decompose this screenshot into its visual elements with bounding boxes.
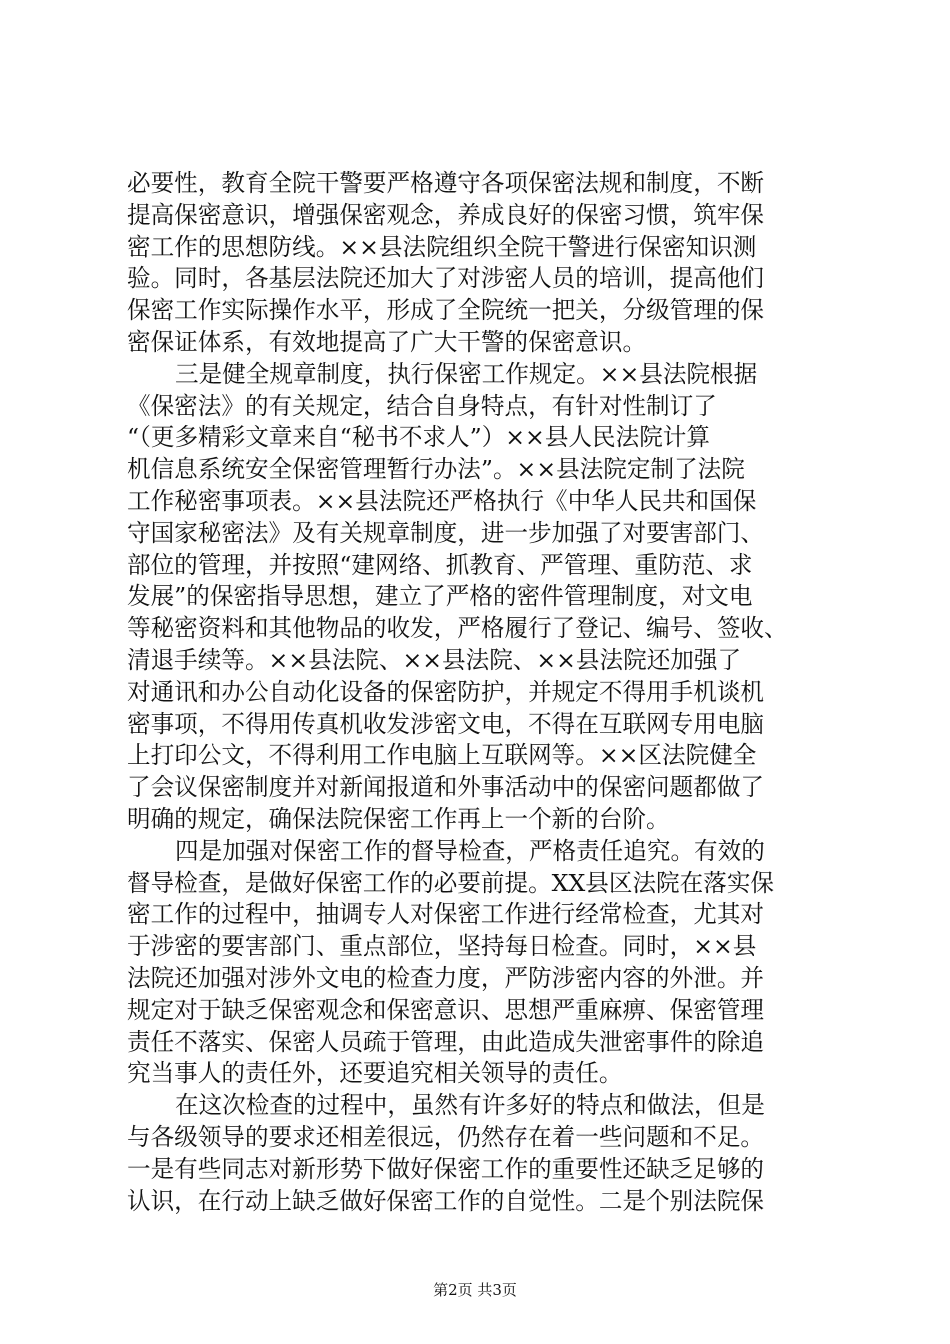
text-line: 等秘密资料和其他物品的收发，严格履行了登记、编号、签收、 — [127, 614, 788, 643]
text-line: 上打印公文，不得利用工作电脑上互联网等。××区法院健全 — [127, 741, 757, 770]
text-line: 验。同时，各基层法院还加大了对涉密人员的培训，提高他们 — [127, 264, 765, 293]
text-line: 三是健全规章制度，执行保密工作规定。××县法院根据 — [175, 359, 758, 388]
text-line: 密事项，不得用传真机收发涉密文电，不得在互联网专用电脑 — [127, 709, 765, 738]
text-line: 督导检查，是做好保密工作的必要前提。XX县区法院在落实保 — [127, 868, 775, 897]
text-line: 密工作的思想防线。××县法院组织全院干警进行保密知识测 — [127, 232, 757, 261]
paragraph — [127, 836, 827, 1090]
text-line: “（更多精彩文章来自“秘书不求人”）××县人民法院计算 — [127, 423, 710, 452]
text-line: 《保密法》的有关规定，结合自身特点，有针对性制订了 — [127, 391, 717, 420]
text-line: 密工作的过程中，抽调专人对保密工作进行经常检查，尤其对 — [127, 900, 765, 929]
paragraph — [127, 359, 827, 836]
text-line: 必要性，教育全院干警要严格遵守各项保密法规和制度，不断 — [127, 169, 765, 197]
text-line: 工作秘密事项表。××县法院还严格执行《中华人民共和国保 — [127, 486, 757, 515]
text-line: 规定对于缺乏保密观念和保密意识、思想严重麻痹、保密管理 — [127, 995, 765, 1024]
text-line: 究当事人的责任外，还要追究相关领导的责任。 — [127, 1059, 623, 1088]
text-line: 在这次检查的过程中，虽然有许多好的特点和做法，但是 — [175, 1091, 765, 1120]
text-line: 一是有些同志对新形势下做好保密工作的重要性还缺乏足够的 — [127, 1154, 765, 1183]
paragraph — [127, 1090, 827, 1217]
text-line: 守国家秘密法》及有关规章制度，进一步加强了对要害部门、 — [127, 518, 765, 547]
text-line: 密保证体系，有效地提高了广大干警的保密意识。 — [127, 327, 647, 356]
text-line: 清退手续等。××县法院、××县法院、××县法院还加强了 — [127, 645, 742, 674]
text-line: 于涉密的要害部门、重点部位，坚持每日检查。同时，××县 — [127, 932, 757, 961]
paragraph — [127, 168, 827, 359]
text-line: 发展”的保密指导思想，建立了严格的密件管理制度，对文电 — [127, 582, 753, 611]
text-line: 机信息系统安全保密管理暂行办法”。××县法院定制了法院 — [127, 455, 745, 484]
text-line: 保密工作实际操作水平，形成了全院统一把关，分级管理的保 — [127, 296, 765, 325]
text-line: 了会议保密制度并对新闻报道和外事活动中的保密问题都做了 — [127, 773, 765, 802]
text-line: 责任不落实、保密人员疏于管理，由此造成失泄密事件的除追 — [127, 1027, 765, 1056]
page-footer: 第2页 共3页 — [433, 1281, 517, 1299]
text-line: 认识，在行动上缺乏做好保密工作的自觉性。二是个别法院保 — [127, 1186, 765, 1215]
text-line: 法院还加强对涉外文电的检查力度，严防涉密内容的外泄。并 — [127, 963, 765, 992]
text-line: 四是加强对保密工作的督导检查，严格责任追究。有效的 — [175, 836, 765, 865]
text-line: 提高保密意识，增强保密观念，养成良好的保密习惯，筑牢保 — [127, 200, 765, 229]
text-line: 明确的规定，确保法院保密工作再上一个新的台阶。 — [127, 804, 670, 833]
text-line: 部位的管理，并按照“建网络、抓教育、严管理、重防范、求 — [127, 550, 753, 579]
text-line: 与各级领导的要求还相差很远，仍然存在着一些问题和不足。 — [127, 1122, 765, 1151]
text-line: 对通讯和办公自动化设备的保密防护，并规定不得用手机谈机 — [127, 677, 765, 706]
document-body — [127, 168, 827, 1217]
